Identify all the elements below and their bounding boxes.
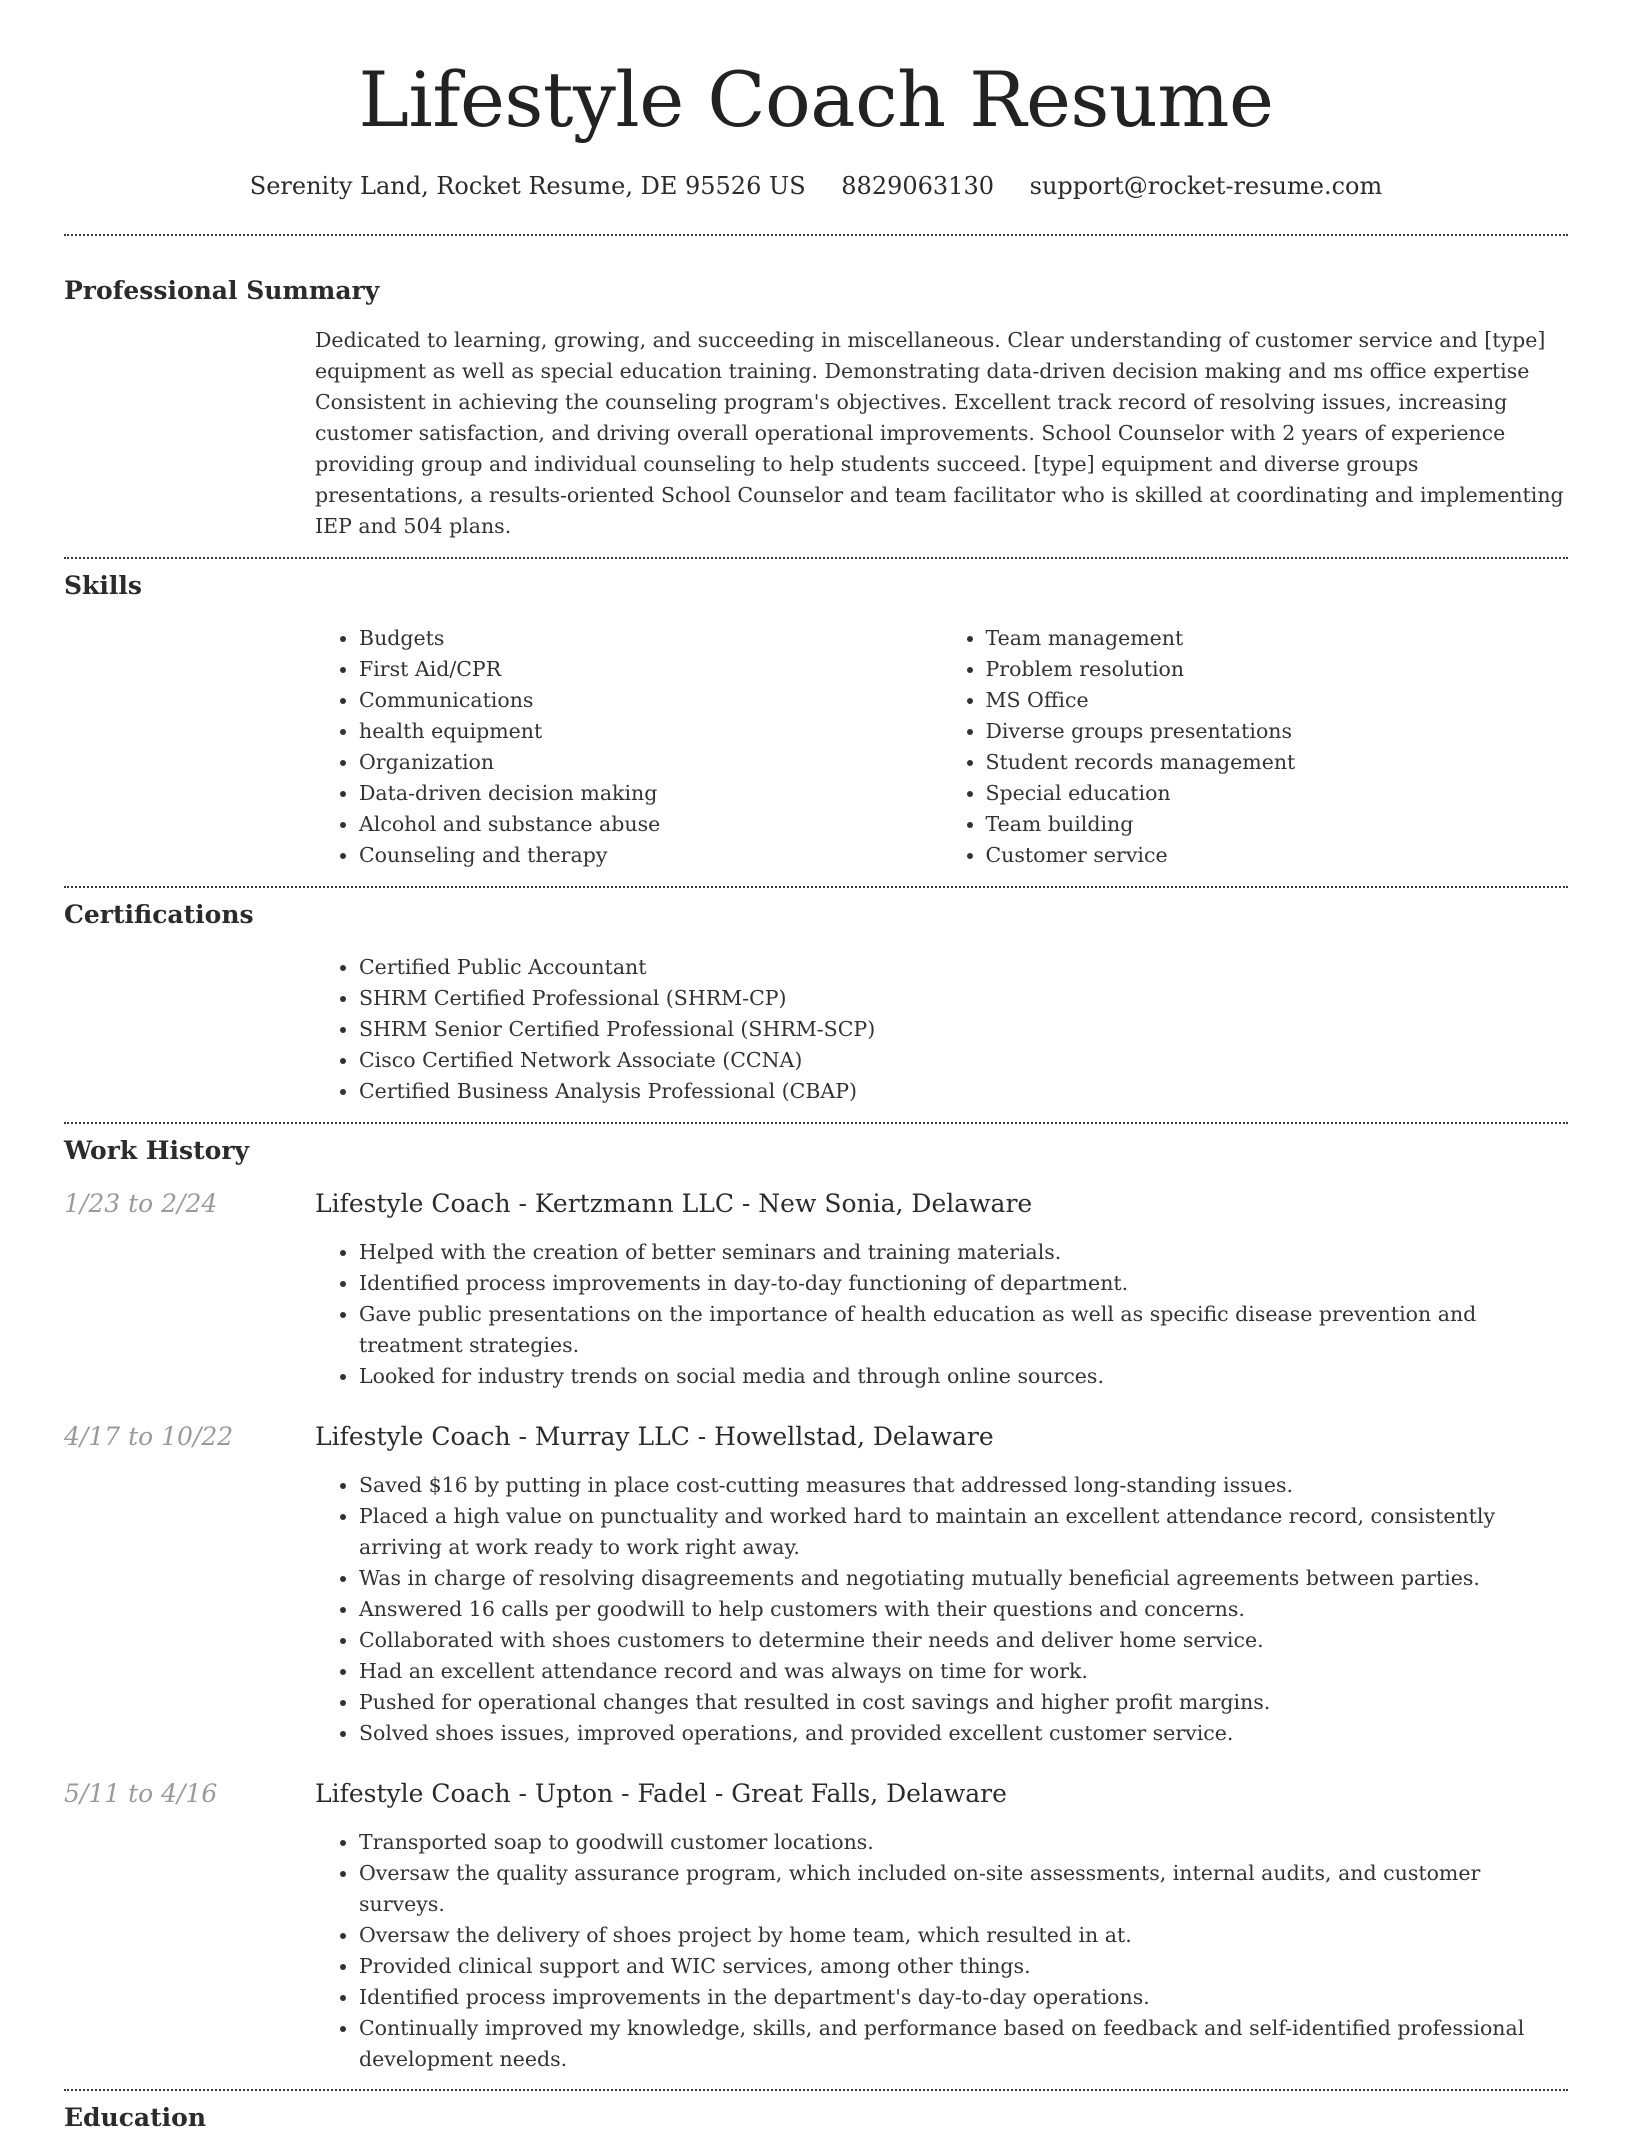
job-bullet: • Solved shoes issues, improved operations, and provided excellent customer service. bbox=[359, 1718, 1568, 1749]
job-bullet: • Gave public presentations on the importance of health education as well as specific disease prevention and treatment strategies. bbox=[359, 1299, 1568, 1361]
contact-email: support@rocket-resume.com bbox=[1029, 172, 1383, 200]
job-entry bbox=[64, 1422, 1568, 1749]
job-dates: 4/17 to 10/22 bbox=[64, 1422, 234, 1451]
skill-item: • Customer service bbox=[986, 840, 1569, 871]
job-bullet: • Identified process improvements in day-to-day functioning of department. bbox=[359, 1268, 1568, 1299]
skill-item: • Counseling and therapy bbox=[359, 840, 942, 871]
summary-heading: Professional Summary bbox=[64, 276, 380, 305]
job-dates: 5/11 to 4/16 bbox=[64, 1779, 218, 1808]
job-bullet: • Answered 16 calls per goodwill to help customers with their questions and concerns. bbox=[359, 1594, 1568, 1625]
work-section bbox=[64, 1136, 1568, 2075]
job-bullet: • Placed a high value on punctuality and worked hard to maintain an excellent attendance record, consistently arriving at work ready to work right away. bbox=[359, 1501, 1568, 1563]
job-bullet: • Pushed for operational changes that resulted in cost savings and higher profit margins. bbox=[359, 1687, 1568, 1718]
skills-section bbox=[64, 571, 1568, 871]
education-section bbox=[64, 2103, 1568, 2132]
skill-item: • Special education bbox=[986, 778, 1569, 809]
divider bbox=[64, 1122, 1568, 1124]
resume-title: Lifestyle Coach Resume bbox=[358, 55, 1274, 144]
job-entry bbox=[64, 1779, 1568, 2075]
skill-item: • Communications bbox=[359, 685, 942, 716]
skills-heading: Skills bbox=[64, 571, 142, 600]
certification-item: • Certified Public Accountant bbox=[359, 952, 1568, 983]
job-bullet-list bbox=[315, 1827, 1568, 2075]
resume-page bbox=[64, 0, 1568, 2132]
job-bullet: • Collaborated with shoes customers to determine their needs and deliver home service. bbox=[359, 1625, 1568, 1656]
jobs-list bbox=[64, 1189, 1568, 2075]
certifications-list bbox=[315, 952, 1568, 1107]
job-bullet: • Looked for industry trends on social media and through online sources. bbox=[359, 1361, 1568, 1392]
certification-item: • SHRM Certified Professional (SHRM-CP) bbox=[359, 983, 1568, 1014]
job-bullet: • Oversaw the quality assurance program, which included on-site assessments, internal audits, and customer surveys. bbox=[359, 1858, 1568, 1920]
skill-item: • Organization bbox=[359, 747, 942, 778]
job-details bbox=[315, 1189, 1568, 1392]
divider bbox=[64, 557, 1568, 559]
divider bbox=[64, 2089, 1568, 2091]
job-bullet: • Identified process improvements in the department's day-to-day operations. bbox=[359, 1982, 1568, 2013]
skill-item: • Alcohol and substance abuse bbox=[359, 809, 942, 840]
job-details bbox=[315, 1422, 1568, 1749]
job-bullet: • Had an excellent attendance record and was always on time for work. bbox=[359, 1656, 1568, 1687]
job-bullet-list bbox=[315, 1237, 1568, 1392]
skill-item: • Problem resolution bbox=[986, 654, 1569, 685]
job-details bbox=[315, 1779, 1568, 2075]
job-entry bbox=[64, 1189, 1568, 1392]
job-bullet: • Helped with the creation of better seminars and training materials. bbox=[359, 1237, 1568, 1268]
job-bullet: • Transported soap to goodwill customer locations. bbox=[359, 1827, 1568, 1858]
job-bullet-list bbox=[315, 1470, 1568, 1749]
job-title: Lifestyle Coach - Kertzmann LLC - New Sonia, Delaware bbox=[315, 1189, 1033, 1218]
summary-section bbox=[64, 276, 1568, 542]
contact-phone: 8829063130 bbox=[841, 172, 994, 200]
job-dates: 1/23 to 2/24 bbox=[64, 1189, 218, 1218]
skills-list-left bbox=[315, 623, 942, 871]
divider bbox=[64, 234, 1568, 236]
certification-item: • Certified Business Analysis Professional (CBAP) bbox=[359, 1076, 1568, 1107]
skill-item: • Data-driven decision making bbox=[359, 778, 942, 809]
education-heading: Education bbox=[64, 2103, 207, 2132]
job-title: Lifestyle Coach - Murray LLC - Howellstad, Delaware bbox=[315, 1422, 994, 1451]
divider bbox=[64, 886, 1568, 888]
work-heading: Work History bbox=[64, 1136, 250, 1165]
job-bullet: • Continually improved my knowledge, skills, and performance based on feedback and self-identified professional development needs. bbox=[359, 2013, 1568, 2075]
skill-item: • Student records management bbox=[986, 747, 1569, 778]
skill-item: • Team building bbox=[986, 809, 1569, 840]
skills-list-right bbox=[942, 623, 1569, 871]
certification-item: • Cisco Certified Network Associate (CCNA) bbox=[359, 1045, 1568, 1076]
job-bullet: • Saved $16 by putting in place cost-cutting measures that addressed long-standing issues. bbox=[359, 1470, 1568, 1501]
skill-item: • MS Office bbox=[986, 685, 1569, 716]
skill-item: • Budgets bbox=[359, 623, 942, 654]
job-bullet: • Oversaw the delivery of shoes project by home team, which resulted in at. bbox=[359, 1920, 1568, 1951]
summary-text: Dedicated to learning, growing, and succeeding in miscellaneous. Clear understanding of customer service and [type] equipment as well as special education training. Demonstrating data-driven decision making and ms office expertise Consistent in achieving the counseling program's objectives. Excellent track record of resolving issues, increasing customer satisfaction, and driving overall operational improvements. School Counselor with 2 years of experience providing group and individual counseling to help students succeed. [type] equipment and diverse groups presentations, a results-oriented School Counselor and team facilitator who is skilled at coordinating and implementing IEP and 504 plans. bbox=[315, 328, 1564, 538]
skill-item: • First Aid/CPR bbox=[359, 654, 942, 685]
certifications-section bbox=[64, 900, 1568, 1107]
job-bullet: • Was in charge of resolving disagreements and negotiating mutually beneficial agreements between parties. bbox=[359, 1563, 1568, 1594]
skill-item: • Team management bbox=[986, 623, 1569, 654]
contact-address: Serenity Land, Rocket Resume, DE 95526 US bbox=[249, 172, 806, 200]
certifications-heading: Certifications bbox=[64, 900, 254, 929]
job-bullet: • Provided clinical support and WIC services, among other things. bbox=[359, 1951, 1568, 1982]
skill-item: • health equipment bbox=[359, 716, 942, 747]
contact-line bbox=[64, 172, 1568, 200]
job-title: Lifestyle Coach - Upton - Fadel - Great Falls, Delaware bbox=[315, 1779, 1007, 1808]
certification-item: • SHRM Senior Certified Professional (SHRM-SCP) bbox=[359, 1014, 1568, 1045]
skill-item: • Diverse groups presentations bbox=[986, 716, 1569, 747]
